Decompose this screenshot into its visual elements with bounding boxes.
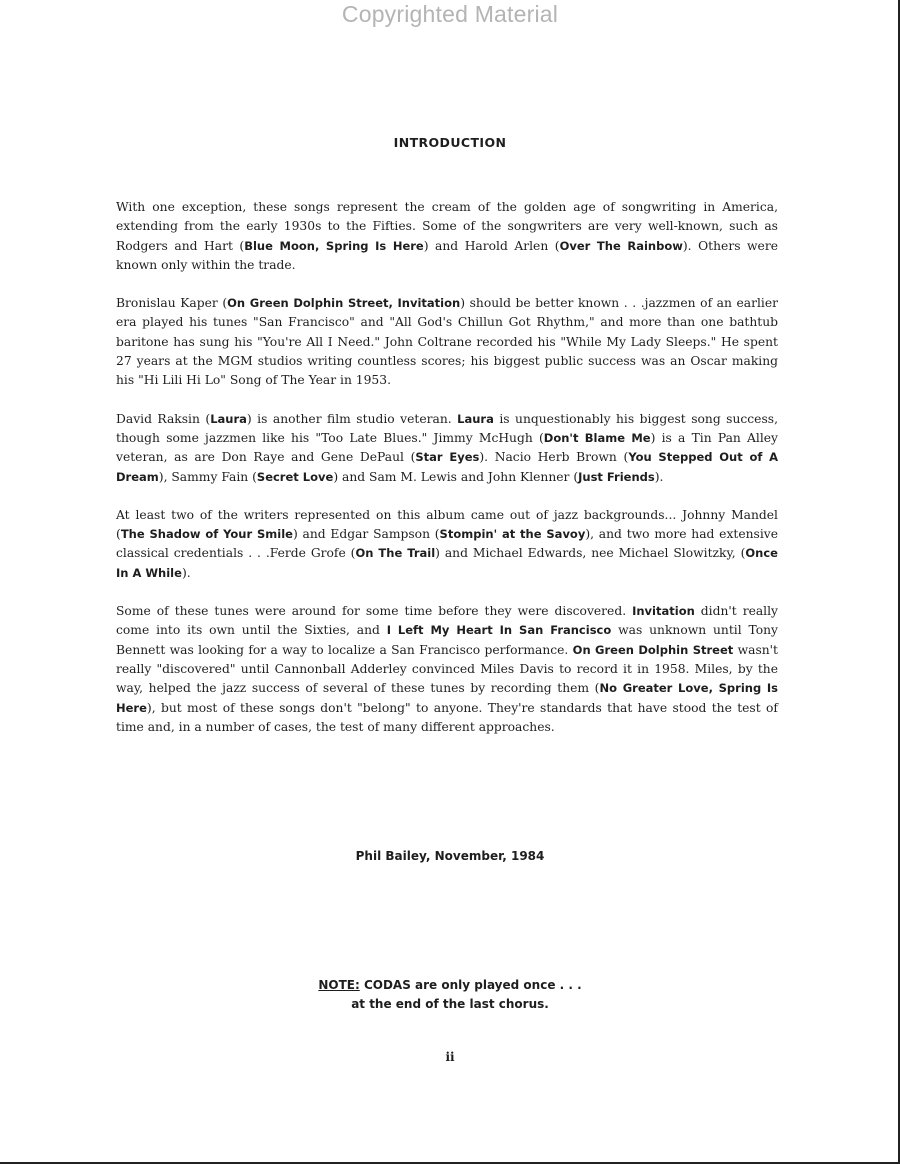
song-title: On The Trail [355,546,436,561]
coda-note-line-1 [0,976,900,995]
text-run: is unquestionably his biggest song success, though some jazzmen like his "Too Late Blues." Jimmy McHugh ( [116,411,778,445]
song-title: Stompin' at the Savoy [439,527,586,542]
paragraph [116,506,778,583]
song-title: No Greater Love, Spring Is Here [116,681,778,715]
text-run: At least two of the writers represented on this album came out of jazz backgrounds... Johnny Mandel ( [116,507,778,542]
paragraph [116,410,778,487]
song-title: Don't Blame Me [543,430,651,445]
text-run: Bronislau Kaper ( [116,296,228,311]
song-title: Just Friends [578,469,655,484]
text-run: ) is a Tin Pan Alley veteran, as are Don Raye and Gene DePaul ( [116,430,778,465]
text-run: With one exception, these songs represent the cream of the golden age of songwriting in America, extending from the early 1930s to the Fifties. Some of the songwriters are very well-known, such as Rodgers and Hart ( [116,200,778,253]
text-run: didn't really come into its own until the Sixties, and [116,604,778,638]
song-title: I Left My Heart In San Francisco [386,623,612,638]
coda-note-line-2: at the end of the last chorus. [351,997,549,1011]
song-title: On Green Dolphin Street, Invitation [227,296,461,311]
text-run: ). Others were known only within the trade. [116,238,778,272]
text-run: ), but most of these songs don't "belong" to anyone. They're standards that have stood the test of time and, in a number of cases, the test of many different approaches. [116,700,778,734]
text-run: ). [654,469,664,484]
text-run: ) should be better known . . .jazzmen of an earlier era played his tunes "San Francisco" and "All God's Chillun Got Rhythm," and more than one bathtub baritone has sung his "You're All I Need." John Coltrane recorded his "While My Lady Sleeps." He spent 27 years at the MGM studios writing countless scores; his biggest public success was an Oscar making his "Hi Lili Hi Lo" Song of The Year in 1953. [116,296,779,388]
paragraph [116,198,778,275]
song-title: You Stepped Out of A Dream [116,450,779,484]
song-title: Invitation [632,604,695,619]
song-title: The Shadow of Your Smile [120,527,293,542]
song-title: Laura [457,411,494,426]
author-signature: Phil Bailey, November, 1984 [355,849,545,863]
page-number: ii [445,1050,455,1064]
text-run: ) and Edgar Sampson ( [292,527,440,542]
text-run: ) and Harold Arlen ( [423,238,560,253]
song-title: Over The Rainbow [559,238,683,253]
note-text: CODAS are only played once . . . [359,978,582,992]
paragraph [116,294,778,390]
song-title: Blue Moon, Spring Is Here [244,238,424,253]
text-run: was unknown until Tony Bennett was looking for a way to localize a San Francisco performance. [116,623,778,657]
song-title: Secret Love [256,469,334,484]
song-title: Once In A While [116,546,778,580]
text-run: wasn't really "discovered" until Cannonball Adderley convinced Miles Davis to record it in 1958. Miles, by the way, helped the jazz success of several of these tunes by recording them ( [116,642,778,696]
page-title: INTRODUCTION [393,135,507,150]
text-run: Some of these tunes were around for some time before they were discovered. [116,604,633,619]
coda-note [0,976,900,1014]
song-title: Star Eyes [415,450,480,465]
text-run: David Raksin ( [116,411,211,426]
text-run: ), and two more had extensive classical credentials . . .Ferde Grofe ( [116,527,779,561]
song-title: On Green Dolphin Street [572,642,734,657]
text-run: ). [181,565,191,580]
text-run: ). Nacio Herb Brown ( [479,450,629,465]
text-run: ) is another film studio veteran. [246,411,458,426]
text-run: ) and Michael Edwards, nee Michael Slowitzky, ( [435,546,746,561]
introduction-body [116,198,778,756]
note-label: NOTE: [318,978,360,992]
paragraph [116,602,778,737]
song-title: Laura [210,411,247,426]
text-run: ), Sammy Fain ( [158,469,257,484]
text-run: ) and Sam M. Lewis and John Klenner ( [333,469,579,484]
copyright-watermark: Copyrighted Material [341,1,559,27]
